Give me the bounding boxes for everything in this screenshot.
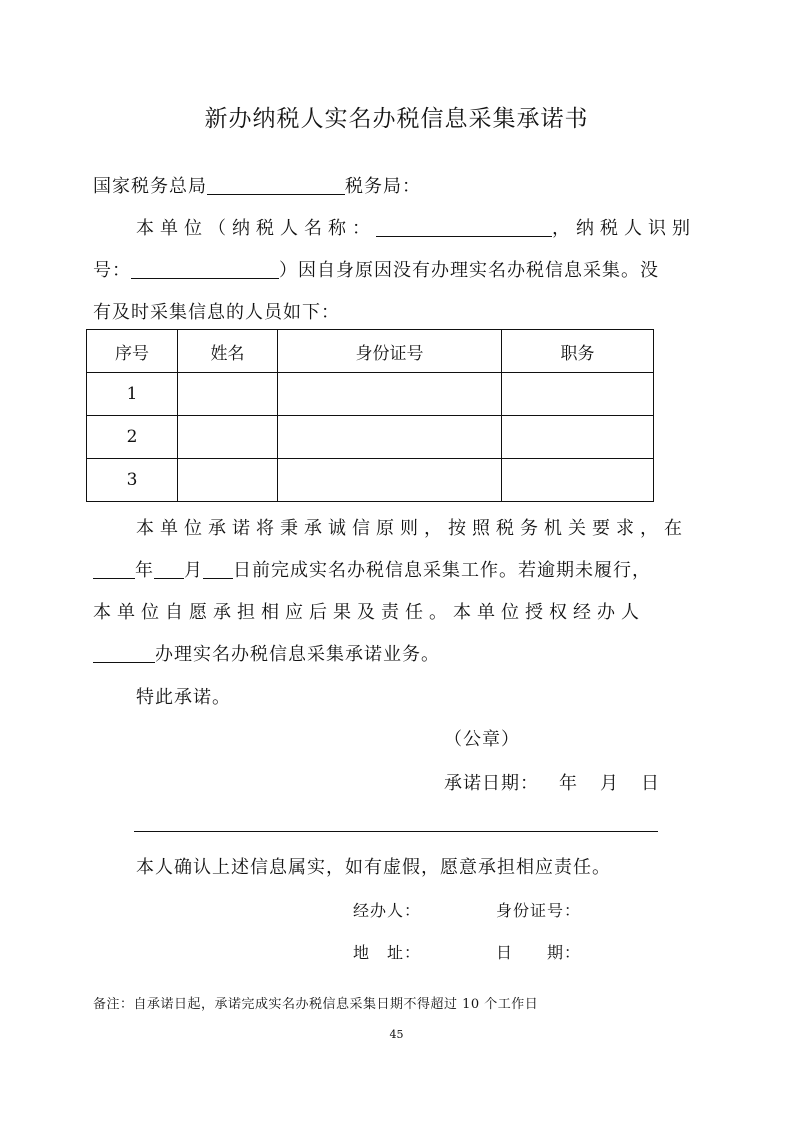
promise-date-day: 日 xyxy=(641,773,660,794)
authorized-agent-blank[interactable] xyxy=(93,644,155,663)
para1-line1 xyxy=(136,214,696,240)
address-label: 地 址： xyxy=(353,943,422,962)
para2-line4-text: 办理实名办税信息采集承诺业务。 xyxy=(155,644,440,665)
para1-line3: 有及时采集信息的人员如下： xyxy=(93,302,340,323)
header-position: 职务 xyxy=(502,330,654,373)
para1-line1-a: 本单位（纳税人名称： xyxy=(136,218,376,239)
table-row xyxy=(87,416,654,459)
position-cell[interactable] xyxy=(502,459,654,502)
para1-line2 xyxy=(93,256,659,282)
para1-line2-b: ）因自身原因没有办理实名办税信息采集。没 xyxy=(279,260,659,281)
id-number-cell[interactable] xyxy=(278,459,502,502)
tax-bureau-blank[interactable] xyxy=(207,176,345,195)
footnote: 备注：自承诺日起，承诺完成实名办税信息采集日期不得超过 10 个工作日 xyxy=(93,997,539,1012)
promise-date-line xyxy=(444,769,660,795)
serial-cell: 3 xyxy=(87,459,178,502)
deadline-month-label: 月 xyxy=(184,560,203,581)
para2-line2 xyxy=(93,556,651,582)
official-seal-label: （公章） xyxy=(444,729,520,750)
page-number: 45 xyxy=(389,1028,404,1041)
id-number-label: 身份证号： xyxy=(496,901,582,920)
name-cell[interactable] xyxy=(178,373,278,416)
deadline-year-blank[interactable] xyxy=(93,560,135,579)
promise-date-month: 月 xyxy=(600,773,619,794)
addressee-line xyxy=(93,172,421,198)
header-serial: 序号 xyxy=(87,330,178,373)
table-row xyxy=(87,373,654,416)
addressee-prefix: 国家税务总局 xyxy=(93,176,207,197)
table-row xyxy=(87,459,654,502)
promise-date-label: 承诺日期： xyxy=(444,773,539,794)
para2-line2-rest: 日前完成实名办税信息采集工作。若逾期未履行， xyxy=(233,560,651,581)
para2-line4 xyxy=(93,640,440,666)
deadline-year-label: 年 xyxy=(135,560,154,581)
deadline-day-blank[interactable] xyxy=(203,560,233,579)
header-id-number: 身份证号 xyxy=(278,330,502,373)
date-label: 日 期： xyxy=(496,943,582,962)
position-cell[interactable] xyxy=(502,373,654,416)
position-cell[interactable] xyxy=(502,416,654,459)
table-header-row xyxy=(87,330,654,373)
confirmation-statement: 本人确认上述信息属实，如有虚假，愿意承担相应责任。 xyxy=(136,857,611,878)
name-cell[interactable] xyxy=(178,416,278,459)
para2-line3: 本单位自愿承担相应后果及责任。本单位授权经办人 xyxy=(93,602,645,623)
divider-line xyxy=(134,831,658,832)
document-title: 新办纳税人实名办税信息采集承诺书 xyxy=(204,106,589,132)
name-cell[interactable] xyxy=(178,459,278,502)
header-name: 姓名 xyxy=(178,330,278,373)
para1-line2-a: 号： xyxy=(93,260,131,281)
taxpayer-name-blank[interactable] xyxy=(376,218,552,237)
promise-date-year: 年 xyxy=(559,773,578,794)
handler-label: 经办人： xyxy=(353,901,422,920)
closing-statement: 特此承诺。 xyxy=(136,687,231,708)
id-number-cell[interactable] xyxy=(278,373,502,416)
personnel-table xyxy=(86,329,654,502)
para2-line1: 本单位承诺将秉承诚信原则，按照税务机关要求，在 xyxy=(136,518,688,539)
taxpayer-id-blank[interactable] xyxy=(131,260,279,279)
id-number-cell[interactable] xyxy=(278,416,502,459)
serial-cell: 2 xyxy=(87,416,178,459)
deadline-month-blank[interactable] xyxy=(154,560,184,579)
addressee-suffix: 税务局： xyxy=(345,176,421,197)
serial-cell: 1 xyxy=(87,373,178,416)
para1-line1-b: ，纳税人识别 xyxy=(552,218,696,239)
